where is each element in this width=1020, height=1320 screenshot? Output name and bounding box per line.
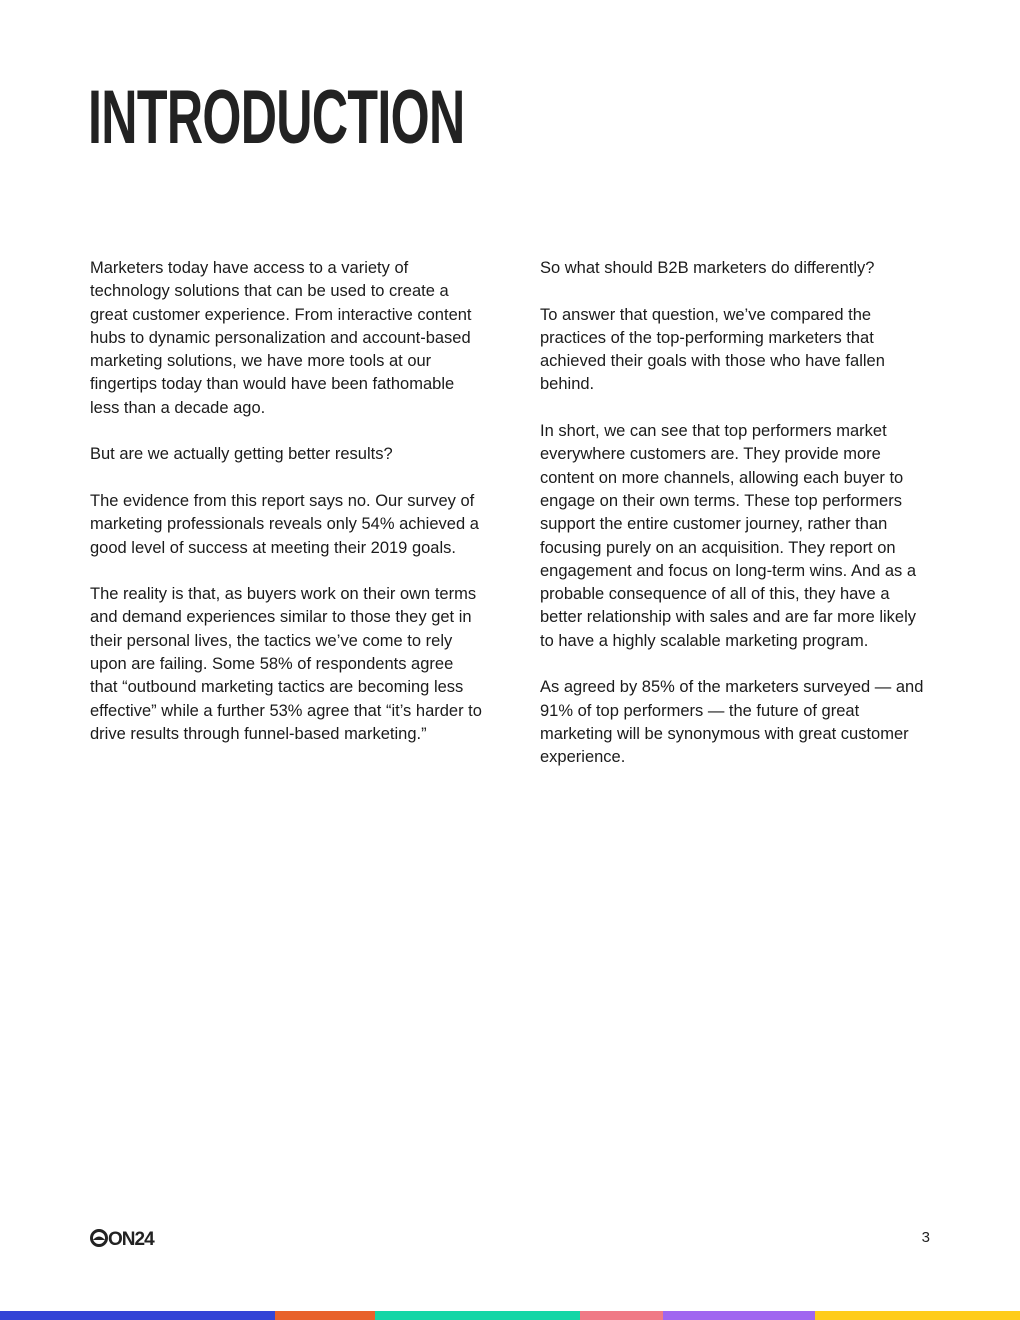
paragraph: As agreed by 85% of the marketers surveyed — and 91% of top performers — the future of great marketing will be synonymous with great customer experience. — [540, 678, 924, 767]
color-segment — [375, 1311, 580, 1320]
page-number: 3 — [921, 1229, 930, 1246]
left-column — [90, 257, 485, 770]
page-title: INTRODUCTION — [88, 75, 465, 160]
color-segment — [815, 1311, 1020, 1320]
on24-logo-icon — [90, 1228, 154, 1250]
paragraph: Marketers today have access to a variety of technology solutions that can be used to create a great customer experience. From interactive content hubs to dynamic personalization and account-based marketing solutions, we have more tools at our fingertips today than would have been fathomable less than a decade ago. — [90, 259, 472, 417]
paragraph: The evidence from this report says no. Our survey of marketing professionals reveals only 54% achieved a good level of success at meeting their 2019 goals. — [90, 491, 479, 557]
paragraph: So what should B2B marketers do differently? — [540, 259, 875, 277]
paragraph: The reality is that, as buyers work on their own terms and demand experiences similar to those they get in their personal lives, the tactics we’ve come to rely upon are failing. Some 58% of respondents agree that “outbound marketing tactics are becoming less effective” while a further 53% agree that “it’s harder to drive results through funnel-based marketing.” — [90, 585, 482, 743]
paragraph: To answer that question, we’ve compared the practices of the top-performing marketers that achieved their goals with those who have fallen behind. — [540, 305, 885, 394]
color-segment — [0, 1311, 275, 1320]
color-segment — [275, 1311, 375, 1320]
paragraph: But are we actually getting better results? — [90, 445, 393, 464]
paragraph: In short, we can see that top performers market everywhere customers are. They provide more content on more channels, allowing each buyer to engage on their own terms. These top performers support the entire customer journey, rather than focusing purely on an acquisition. They report on engagement and focus on long-term wins. And as a probable consequence of all of this, they have a better relationship with sales and are far more likely to have a highly scalable marketing program. — [540, 422, 917, 650]
footer-color-bar — [0, 1311, 1020, 1320]
color-segment — [580, 1311, 663, 1320]
right-column — [540, 257, 932, 793]
footer-logo — [90, 1228, 154, 1250]
color-segment — [663, 1311, 815, 1320]
logo-text: ON24 — [108, 1229, 154, 1250]
